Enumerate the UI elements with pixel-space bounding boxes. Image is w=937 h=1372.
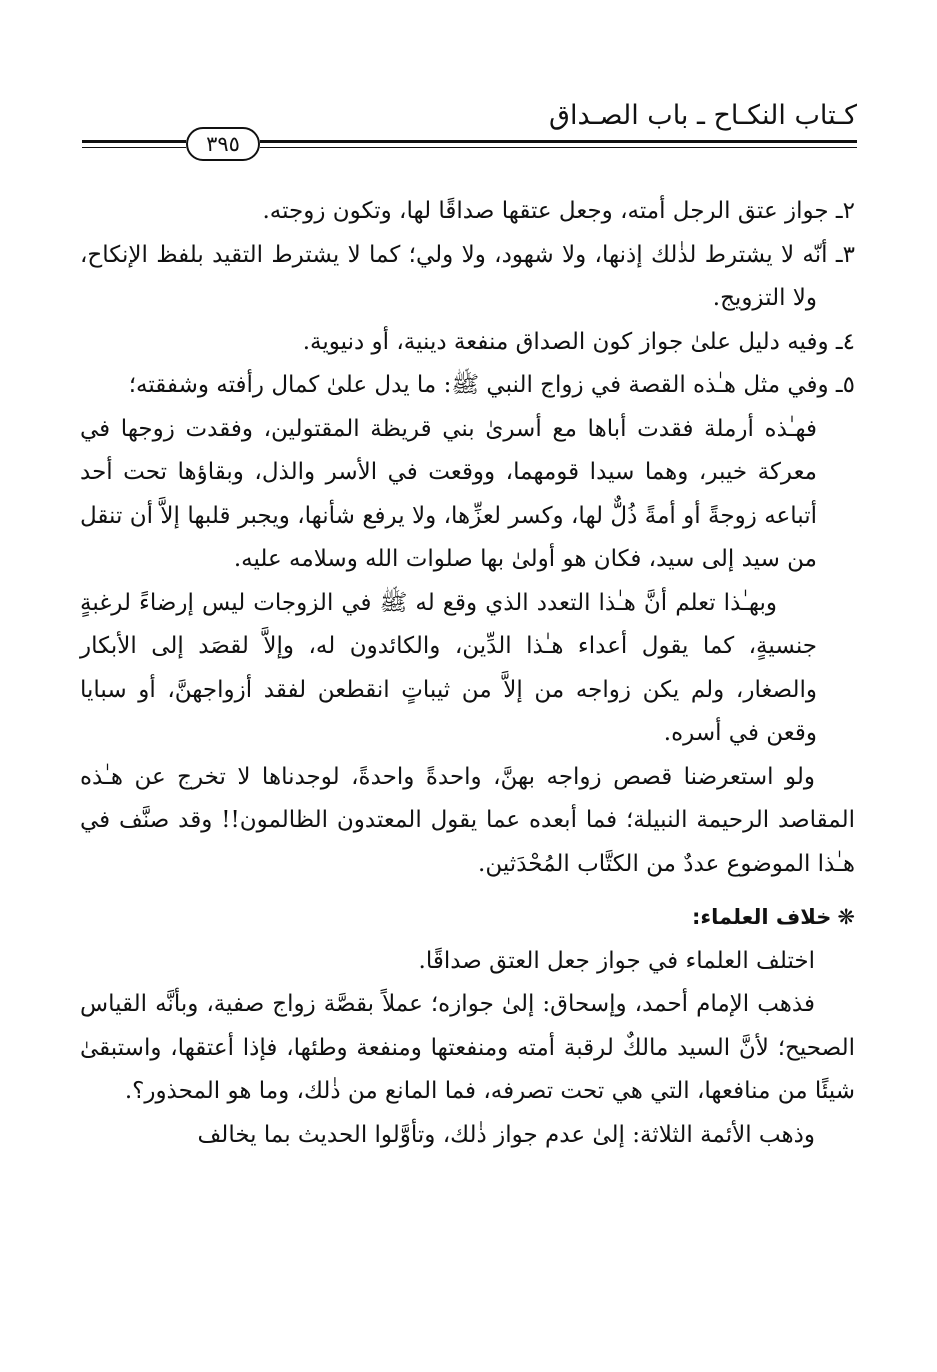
header-rule-left-thin [82,147,186,148]
point-4: ٤ـ وفيه دليل علىٰ جواز كون الصداق منفعة دينية، أو دنيوية. [302,328,855,355]
running-title: كـتاب النكـاح ـ باب الصـداق [549,100,857,131]
header-rule-thin [260,147,857,148]
point-5-continuation: فهـٰذه أرملة فقدت أباها مع أسرىٰ بني قريظة المقتولين، وفقدت زوجها في معركة خيبر، وهما سيدا قومهما، ووقعت في الأسر والذل، وبقاؤها تحت أحد أتباعه زوجةً أو أمةً ذُلٌّ لها، وكسر لعزِّها، ولا يرفع شأنها، ويجبر قلبها إلاَّ أن تنقل من سيد إلى سيد، فكان هو أولىٰ بها صلوات الله وسلامه عليه. [80,415,817,572]
paragraph-differ: اختلف العلماء في جواز جعل العتق صداقًا. [418,947,815,974]
page-number: ٣٩٥ [186,127,260,161]
paragraph-review: ولو استعرضنا قصص زواجه بهنَّ، واحدةً واحدةً، لوجدناها لا تخرج عن هـٰذه المقاصد الرحيمة النبيلة؛ فما أبعده عما يقول المعتدون الظالمون!! وقد صنَّف في هـٰذا الموضوع عددٌ من الكتَّاب المُحْدَثين. [80,763,855,877]
body-text [80,190,855,1157]
section-heading-text: خلاف العلماء: [691,905,832,929]
paragraph-three-imams: وذهب الأئمة الثلاثة: إلىٰ عدم جواز ذٰلك، وتأوَّلوا الحديث بما يخالف [197,1121,815,1148]
paragraph-ahmad: فذهب الإمام أحمد، وإسحاق: إلىٰ جوازه؛ عملاً بقصَّة زواج صفية، وبأنَّه القياس الصحيح؛ لأنَّ السيد مالكٌ لرقبة أمته ومنفعتها ومنفعة وطئها، فإذا أعتقها، واستبقىٰ شيئًا من منافعها، التي هي تحت تصرفه، فما المانع من ذٰلك، وما هو المحذور؟. [80,991,855,1104]
asterism-icon: ❋ [837,905,855,929]
point-3: ٣ـ أنّه لا يشترط لذٰلك إذنها، ولا شهود، ولا ولي؛ كما لا يشترط التقيد بلفظ الإنكاح، ولا التزويج. [80,241,855,311]
header-rule-left-thick [82,140,186,143]
paragraph-polygamy: وبهـٰذا تعلم أنَّ هـٰذا التعدد الذي وقع له ﷺ في الزوجات ليس إرضاءً لرغبةٍ جنسيةٍ، كما يقول أعداء هـٰذا الدِّين، والكائدون له، وإلاَّ لقصَد إلى الأبكار والصغار، ولم يكن زواجه من إلاَّ من ثيباتٍ انقطعن لفقد أزواجهنَّ، أو سبايا وقعن في أسره. [80,589,817,746]
header-rule-thick [260,140,857,143]
point-5: ٥ـ وفي مثل هـٰذه القصة في زواج النبي ﷺ: ما يدل علىٰ كمال رأفته وشفقته؛ [128,372,855,398]
section-heading [80,896,855,940]
point-2: ٢ـ جواز عتق الرجل أمته، وجعل عتقها صداقًا لها، وتكون زوجته. [262,198,855,224]
